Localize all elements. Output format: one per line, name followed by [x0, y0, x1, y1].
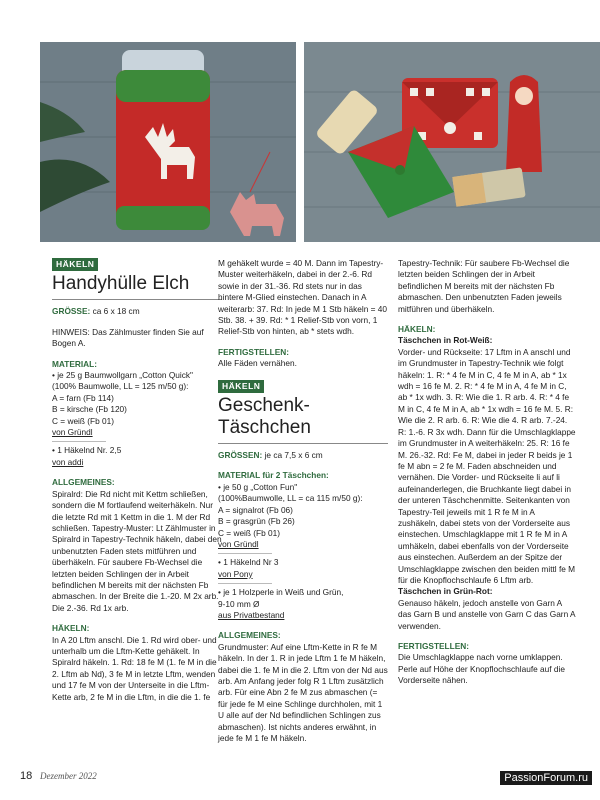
gift-pouches-illustration: [304, 42, 600, 242]
material-brand: von Gründl: [52, 427, 93, 438]
fertig-text: Alle Fäden vernähen.: [218, 358, 297, 369]
size-value: je ca 7,5 x 6 cm: [264, 450, 323, 461]
material-list: [218, 482, 388, 621]
rot-text: Vorder- und Rückseite: 17 Lftm in A anschl und im Grundmuster in Tapestry-Technik wie folgt häkeln: 1. R: * 4 fe M in C, 4 fe M in A, ab * 1x wdh = 16 fe M. 2. R: * 4 fe M in A, 4 fe M in C, ab * 1x wdh. 3. R: Wie die 1. R arb. 4. R: * 4 fe M in C, 4 fe M in A, ab * 1x wdh = 16 fe M. 5. R: Wie die 2. R arb. 6. R: Wie die 4. R arb. 7.-24. R: 1.-6. R 3x wdh. Dann für die Umschlagklappe im Grundmuster in A weiterhäkeln: 25. R: 16 fe M. 26.-32. Rd: Fe M, dabei in jeder R beids je 1 fe M abn = 2 fe M. Faden abschneiden und vernähen. Die Vorder- und Rückseite li auf li aufeinanderlegen, die Bruchkante liegt dabei in der unteren Täschchenmitte. Seitenkanten von Tapestry-Teil jeweils mit 1 R fe M in A zushäkeln, dabei stets von der Vorderseite aus einstechen. Umschlagklappe mit 1 R fe M in A umhäkeln, dabei ebenfalls von der Vorderseite aus einstechen. Außerdem an der Spitze der Umschlagklappe zwischen den beiden mittl fe M für die Knopflochschlaufe 6 Lftm arb.: [398, 346, 576, 585]
material-line: 9-10 mm Ø: [218, 598, 260, 609]
fertig-heading: FERTIGSTELLEN:: [218, 346, 289, 357]
material-line: • je 1 Holzperle in Weiß und Grün,: [218, 587, 344, 598]
page-title: Handyhülle Elch: [52, 273, 190, 295]
haekeln-text: In A 20 Lftm anschl. Die 1. Rd wird ober- und unterhalb um die Lftm-Kette gehäkelt. In Spiralrd häkeln. 1. Rd: 18 fe M (1. fe M in die 2. Lftm ab Nd), 3 fe M in letzte Lftm, wenden und 17 fe M von der Unterseite in die Lftm-Kette arb, 2 fe M in die Lftm, in die die 1. fe: [52, 634, 217, 702]
phone-case-illustration: [40, 42, 296, 242]
section-title: Geschenk-Täschchen: [218, 395, 311, 439]
site-watermark: PassionForum.ru: [500, 771, 592, 785]
allgemeines-text: Spiralrd: Die Rd nicht mit Kettm schließen, sondern die M fortlaufend weiterhäkeln. Nur die letzte Rd mit 1 Kettm in die 1. M der Rd schließen. Tapestry-Muster: Lt Zählmuster in Spiralrd in Tapestry-Technik häkeln, dabei den unbenutzten Faden stets mitführen und überhäkeln. Für saubere Fb-Wechsel die letzten beiden Schlingen der in Arbeit befindlichen M bereits mit der nächsten Fb abmaschen. In der Breite die 1.-20. M 2x arb. Die 2.-36. Rd 1x arb.: [52, 488, 222, 613]
gruen-text: Genauso häkeln, jedoch anstelle von Garn A das Garn B und anstelle von Garn C das Garn A verwenden.: [398, 597, 576, 631]
column-2: [218, 258, 388, 744]
size-line: [52, 306, 222, 317]
size-line: [218, 450, 388, 461]
material-line: • je 50 g „Cotton Fun": [218, 481, 298, 492]
divider: [52, 299, 222, 300]
page-number: 18: [20, 770, 33, 782]
material-heading: MATERIAL für 2 Täschchen:: [218, 470, 329, 481]
divider: [218, 443, 388, 444]
section-tag: HÄKELN: [52, 258, 98, 271]
haekeln-heading: HÄKELN:: [52, 623, 90, 634]
material-brand: aus Privatbestand: [218, 609, 285, 620]
column-1: [52, 258, 222, 703]
haekeln-continued: M gehäkelt wurde = 40 M. Dann im Tapestry-Muster weiterhäkeln, dabei in der 2.-6. Rd sowie in der 31.-36. Rd stets nur in das hintere M-Glied einstechen. Danach in A weiterarb: 37. Rd: In jede M 1 Stb häkeln = 40 Stb. 38. + 39. Rd: * 1 Relief-Stb von vorn, 1 Relief-Stb von hinten, ab * stets wdh.: [218, 258, 388, 337]
haekeln-heading: HÄKELN:: [398, 324, 436, 335]
material-heading: MATERIAL:: [52, 358, 98, 369]
divider: [218, 553, 272, 554]
column-3: [398, 258, 576, 687]
rot-heading: Täschchen in Rot-Weiß:: [398, 335, 493, 346]
material-brand: von Gründl: [218, 538, 259, 549]
material-brand: von Pony: [218, 568, 253, 579]
fertig-text: Die Umschlagklappe nach vorne umklappen. Perle auf Höhe der Knopflochschlaufe auf die Vorderseite nähen.: [398, 652, 565, 686]
material-line: A = farn (Fb 114): [52, 392, 114, 403]
material-line: (100% Baumwolle, LL = 125 m/50 g):: [52, 381, 189, 392]
section-tag: HÄKELN: [218, 380, 264, 393]
size-label: GRÖSSE:: [52, 306, 91, 317]
magazine-issue: Dezember 2022: [40, 771, 97, 781]
material-line: • 1 Häkelnd Nr. 2,5: [52, 445, 122, 456]
hinweis: HINWEIS: Das Zählmuster finden Sie auf Bogen A.: [52, 326, 204, 349]
size-value: ca 6 x 18 cm: [92, 306, 140, 317]
material-brand: von addi: [52, 456, 84, 467]
divider: [218, 583, 272, 584]
fertig-heading: FERTIGSTELLEN:: [398, 641, 469, 651]
allgemeines-text: Grundmuster: Auf eine Lftm-Kette in R fe M häkeln. In der 1. R in jede Lftm 1 fe M häkeln, dabei die 1. fe M in die 2. Lftm von der Nd aus arb. Am Anfang jeder folg R 1 Lftm zusätzlich arb. Für eine Abn 2 fe M zus abmaschen (= für jede fe M eine Schlinge durchholen, mit 1 U alle auf der Nd befindlichen Schlingen zus abmaschen). Ist nichts anderes erwähnt, in jede fe M 1 fe M häkeln.: [218, 641, 388, 743]
material-line: A = signalrot (Fb 06): [218, 504, 293, 515]
gruen-heading: Täschchen in Grün-Rot:: [398, 586, 493, 597]
material-line: B = grasgrün (Fb 26): [218, 516, 295, 527]
tapestry-text: Tapestry-Technik: Für saubere Fb-Wechsel die letzten beiden Schlingen der in Arbeit befindlichen M bereits mit der nächsten Fb abmaschen. Den unbenutzten Faden jeweils mitführen und überhäkeln.: [398, 258, 570, 314]
material-line: C = weiß (Fb 01): [218, 527, 281, 538]
photo-phone-case: [40, 42, 296, 242]
allgemeines-heading: ALLGEMEINES:: [218, 630, 281, 641]
divider: [52, 441, 106, 442]
material-line: (100%Baumwolle, LL = ca 115 m/50 g):: [218, 493, 363, 504]
material-line: C = weiß (Fb 01): [52, 415, 115, 426]
allgemeines-heading: ALLGEMEINES:: [52, 477, 115, 488]
material-line: • je 25 g Baumwollgarn „Cotton Quick": [52, 370, 193, 381]
material-list: [52, 370, 222, 468]
size-label: GRÖSSEN:: [218, 450, 263, 461]
material-line: B = kirsche (Fb 120): [52, 404, 127, 415]
photo-gift-pouches: [304, 42, 600, 242]
material-line: • 1 Häkelnd Nr 3: [218, 557, 279, 568]
